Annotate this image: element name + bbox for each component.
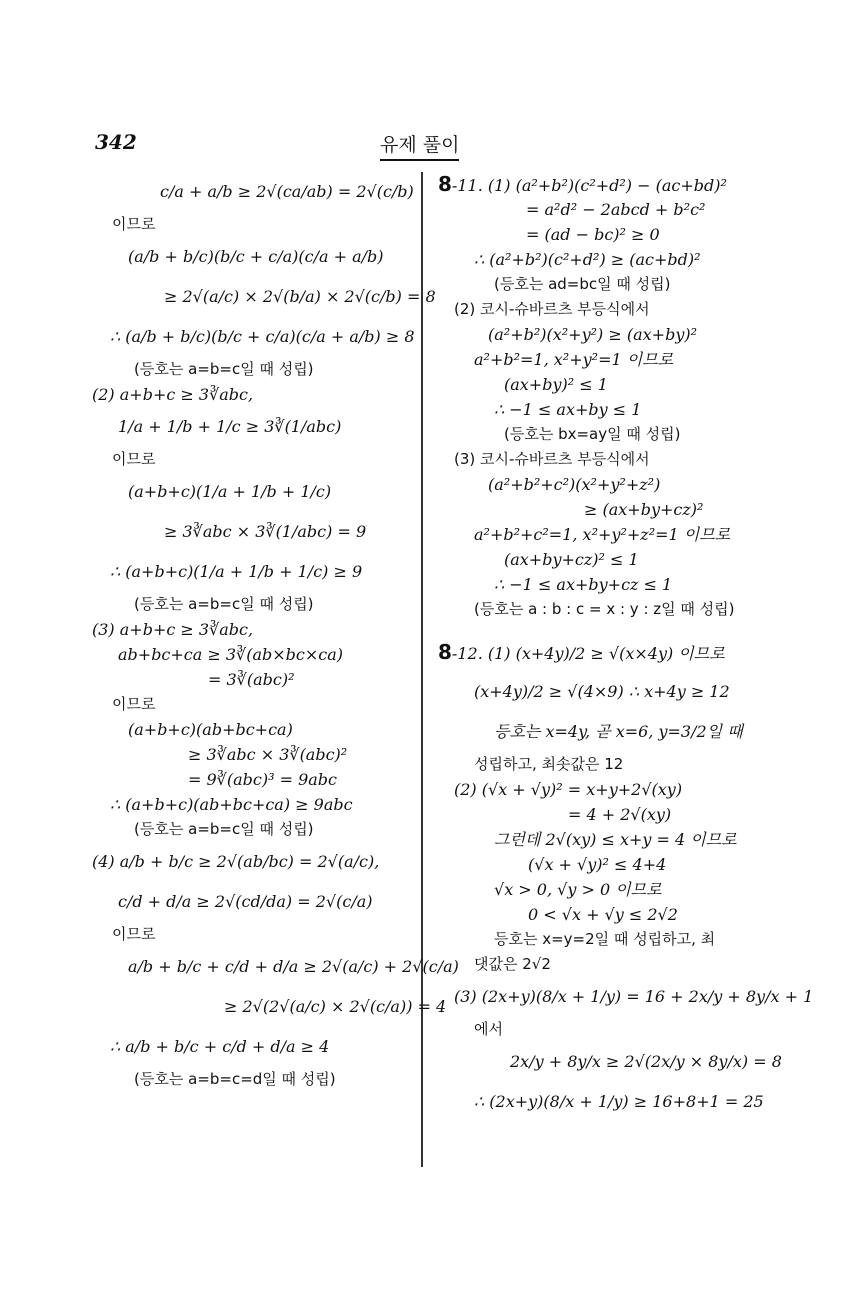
solution-line [92,592,407,617]
equation-text: (2) (√x + √y)² = x+y+2√(xy) [454,780,683,799]
solution-text [474,247,701,272]
equation-text: 이므로 [112,215,156,233]
solution-text [112,212,155,237]
solution-text [438,172,727,198]
solution-text [568,802,671,827]
equation-text: (2) 코시-슈바르츠 부등식에서 [454,300,650,318]
solution-line [438,977,814,1017]
equation-text: 댓값은 2√2 [474,955,551,973]
equation-text: (x+4y)/2 ≥ √(4×9) ∴ x+4y ≥ 12 [474,682,730,701]
solution-text [118,882,372,922]
solution-text [160,172,414,212]
equation-text: c/a + a/b ≥ 2√(ca/ab) = 2√(c/b) [160,182,414,201]
solution-line [438,372,768,397]
equation-text: ∴ (2x+y)(8/x + 1/y) ≥ 16+8+1 = 25 [474,1092,764,1111]
solution-line [92,642,407,667]
solution-text [494,712,743,752]
solution-text [494,572,672,597]
solution-line [92,172,414,212]
right-column [438,172,814,1122]
equation-text: 등호는 x=4y, 곧 x=6, y=3/2일 때 [494,722,743,741]
solution-text [110,317,415,357]
solution-text [110,792,353,817]
solution-text [584,497,703,522]
solution-text [504,547,639,572]
equation-text: (a/b + b/c)(b/c + c/a)(c/a + a/b) [128,247,384,266]
equation-text: ∴ (a/b + b/c)(b/c + c/a)(c/a + a/b) ≥ 8 [110,327,415,346]
equation-text: 0 < √x + √y ≤ 2√2 [528,905,678,924]
equation-text: ∴ (a+b+c)(1/a + 1/b + 1/c) ≥ 9 [110,562,363,581]
solution-text [110,552,362,592]
solution-line [438,927,768,952]
solution-text [134,357,314,382]
solution-line [92,742,407,767]
solution-text [224,987,446,1027]
solution-text [474,347,673,372]
solution-line [92,472,407,512]
equation-text: a²+b²=1, x²+y²=1 이므로 [474,350,674,369]
solution-text [454,297,650,322]
solution-text [134,1067,336,1092]
solution-text [112,692,155,717]
equation-text: (a+b+c)(1/a + 1/b + 1/c) [128,482,332,501]
equation-text: ab+bc+ca ≥ 3∛(ab×bc×ca) [118,645,344,664]
solution-text [474,672,730,712]
solution-text [188,767,337,792]
solution-line [438,222,768,247]
solution-text [92,382,253,407]
equation-text: = (ad − bc)² ≥ 0 [526,225,660,244]
equation-text: (3) 코시-슈바르츠 부등식에서 [454,450,650,468]
solution-line [92,842,407,882]
solution-line [92,947,459,987]
solution-text [474,752,623,777]
page-number: 342 [95,130,137,154]
solution-line [438,522,768,547]
solution-text [454,977,813,1017]
equation-text: 이므로 [112,450,156,468]
solution-line [438,672,768,712]
equation-text: √x > 0, √y > 0 이므로 [494,880,662,899]
equation-text: (3) a+b+c ≥ 3∛abc, [92,620,254,639]
solution-line [438,827,768,852]
equation-text: c/d + d/a ≥ 2√(cd/da) = 2√(c/a) [118,892,373,911]
equation-text: 그런데 2√(xy) ≤ x+y = 4 이므로 [494,830,737,849]
equation-text: 이므로 [112,695,156,713]
solution-line [438,297,768,322]
solution-line [438,347,768,372]
solution-text [118,407,341,447]
solution-line [92,212,407,237]
equation-text: (2) a+b+c ≥ 3∛abc, [92,385,254,404]
solution-text [528,902,678,927]
solution-line [92,447,407,472]
equation-text: (등호는 a : b : c = x : y : z일 때 성립) [474,600,735,618]
solution-line [92,987,447,1027]
solution-text [208,667,295,692]
equation-text: ∴ a/b + b/c + c/d + d/a ≥ 4 [110,1037,330,1056]
equation-text: 등호는 x=y=2일 때 성립하고, 최 [494,930,716,948]
equation-text: (a²+b²)(x²+y²) ≥ (ax+by)² [488,325,698,344]
equation-text: -12. (1) (x+4y)/2 ≥ √(x×4y) 이므로 [451,644,725,663]
solution-line [438,247,768,272]
equation-text: ∴ (a+b+c)(ab+bc+ca) ≥ 9abc [110,795,353,814]
solution-line [438,597,768,622]
solution-text [510,1042,782,1082]
solution-line [92,357,407,382]
solution-line [92,767,407,792]
solution-text [128,237,384,277]
solution-text [488,472,660,497]
solution-line [92,792,407,817]
left-column [92,172,459,1092]
solution-line [92,922,407,947]
solution-text [128,947,459,987]
solution-text [92,842,379,882]
equation-text: -11. (1) (a²+b²)(c²+d²) − (ac+bd)² [451,176,727,195]
solution-text [528,852,666,877]
solution-line [92,512,407,552]
equation-text: (a+b+c)(ab+bc+ca) [128,720,293,739]
spacer [438,622,768,632]
solution-text [164,277,436,317]
equation-text: ∴ (a²+b²)(c²+d²) ≥ (ac+bd)² [474,250,701,269]
equation-text: a²+b²+c²=1, x²+y²+z²=1 이므로 [474,525,731,544]
solution-line [438,472,768,497]
solution-text [504,422,680,447]
solution-text [474,522,730,547]
equation-text: (등호는 ad=bc일 때 성립) [494,275,671,293]
solution-text [494,877,662,902]
solution-text [474,1017,503,1042]
solution-line [438,1017,768,1042]
solution-line [438,497,768,522]
solution-line [92,1067,407,1092]
solution-line [438,902,768,927]
solution-text [504,372,608,397]
solution-line [438,422,768,447]
solution-line [438,547,768,572]
equation-text: a/b + b/c + c/d + d/a ≥ 2√(a/c) + 2√(c/a) [128,957,459,976]
solution-text [112,922,155,947]
solution-text [454,777,682,802]
solution-line [92,717,407,742]
solution-line [92,407,407,447]
solution-text [526,197,705,222]
equation-text: ≥ (ax+by+cz)² [584,500,704,519]
solution-text [474,952,551,977]
solution-text [134,817,314,842]
solution-text [110,1027,329,1067]
solution-line [438,172,768,197]
solution-text [438,632,725,674]
equation-text: = 9∛(abc)³ = 9abc [188,770,338,789]
solution-line [438,397,768,422]
solution-text [494,397,641,422]
equation-text: 에서 [474,1020,503,1038]
equation-text: (a²+b²+c²)(x²+y²+z²) [488,475,661,494]
solution-line [92,882,407,922]
solution-text [474,1082,764,1122]
solution-line [92,382,407,407]
solution-line [92,667,407,692]
solution-text [494,927,715,952]
solution-text [454,447,650,472]
solution-line [92,277,436,317]
solution-text [92,617,253,642]
equation-text: 성립하고, 최솟값은 12 [474,755,624,773]
solution-line [438,877,768,902]
solution-line [92,692,407,717]
solution-line [438,777,768,802]
solution-line [92,552,407,592]
problem-number: 8 [438,640,452,664]
equation-text: (등호는 bx=ay일 때 성립) [504,425,681,443]
solution-text [494,827,737,852]
equation-text: 2x/y + 8y/x ≥ 2√(2x/y × 8y/x) = 8 [510,1052,782,1071]
equation-text: (√x + √y)² ≤ 4+4 [528,855,667,874]
equation-text: (3) (2x+y)(8/x + 1/y) = 16 + 2x/y + 8y/x + 1 [454,987,814,1006]
equation-text: ∴ −1 ≤ ax+by+cz ≤ 1 [494,575,673,594]
equation-text: (ax+by+cz)² ≤ 1 [504,550,639,569]
solution-text [118,642,343,667]
page-title: 유제 풀이 [380,130,459,161]
solution-line [438,802,768,827]
equation-text: ∴ −1 ≤ ax+by ≤ 1 [494,400,642,419]
solution-text [112,447,155,472]
solution-line [92,817,407,842]
solution-text [188,742,347,767]
solution-text [488,322,697,347]
solution-line [438,952,768,977]
equation-text: 1/a + 1/b + 1/c ≥ 3∛(1/abc) [118,417,342,436]
solution-text [128,472,331,512]
solution-line [438,447,768,472]
solution-line [438,852,768,877]
solution-line [438,197,768,222]
solution-text [526,222,660,247]
solution-text [494,272,671,297]
equation-text: = 4 + 2√(xy) [568,805,672,824]
solution-line [438,1042,782,1082]
solution-text [134,592,314,617]
equation-text: 이므로 [112,925,156,943]
solution-line [92,617,407,642]
equation-text: (등호는 a=b=c일 때 성립) [134,360,314,378]
solution-line [438,752,768,777]
equation-text: (등호는 a=b=c=d일 때 성립) [134,1070,336,1088]
equation-text: = a²d² − 2abcd + b²c² [526,200,706,219]
solution-text [474,597,735,622]
equation-text: = 3∛(abc)² [208,670,295,689]
solution-line [438,632,768,672]
solution-line [438,322,768,347]
solution-text [128,717,293,742]
equation-text: ≥ 2√(2√(a/c) × 2√(c/a)) = 4 [224,997,447,1016]
solution-text [164,512,366,552]
solution-line [92,1027,407,1067]
solution-line [438,1082,768,1122]
equation-text: (4) a/b + b/c ≥ 2√(ab/bc) = 2√(a/c), [92,852,380,871]
solution-line [438,572,768,597]
equation-text: ≥ 2√(a/c) × 2√(b/a) × 2√(c/b) = 8 [164,287,436,306]
solution-line [438,712,768,752]
problem-number: 8 [438,172,452,196]
equation-text: (ax+by)² ≤ 1 [504,375,608,394]
equation-text: (등호는 a=b=c일 때 성립) [134,820,314,838]
equation-text: ≥ 3∛abc × 3∛(1/abc) = 9 [164,522,367,541]
equation-text: ≥ 3∛abc × 3∛(abc)² [188,745,348,764]
solution-line [92,237,407,277]
solution-line [92,317,415,357]
solution-line [438,272,768,297]
equation-text: (등호는 a=b=c일 때 성립) [134,595,314,613]
